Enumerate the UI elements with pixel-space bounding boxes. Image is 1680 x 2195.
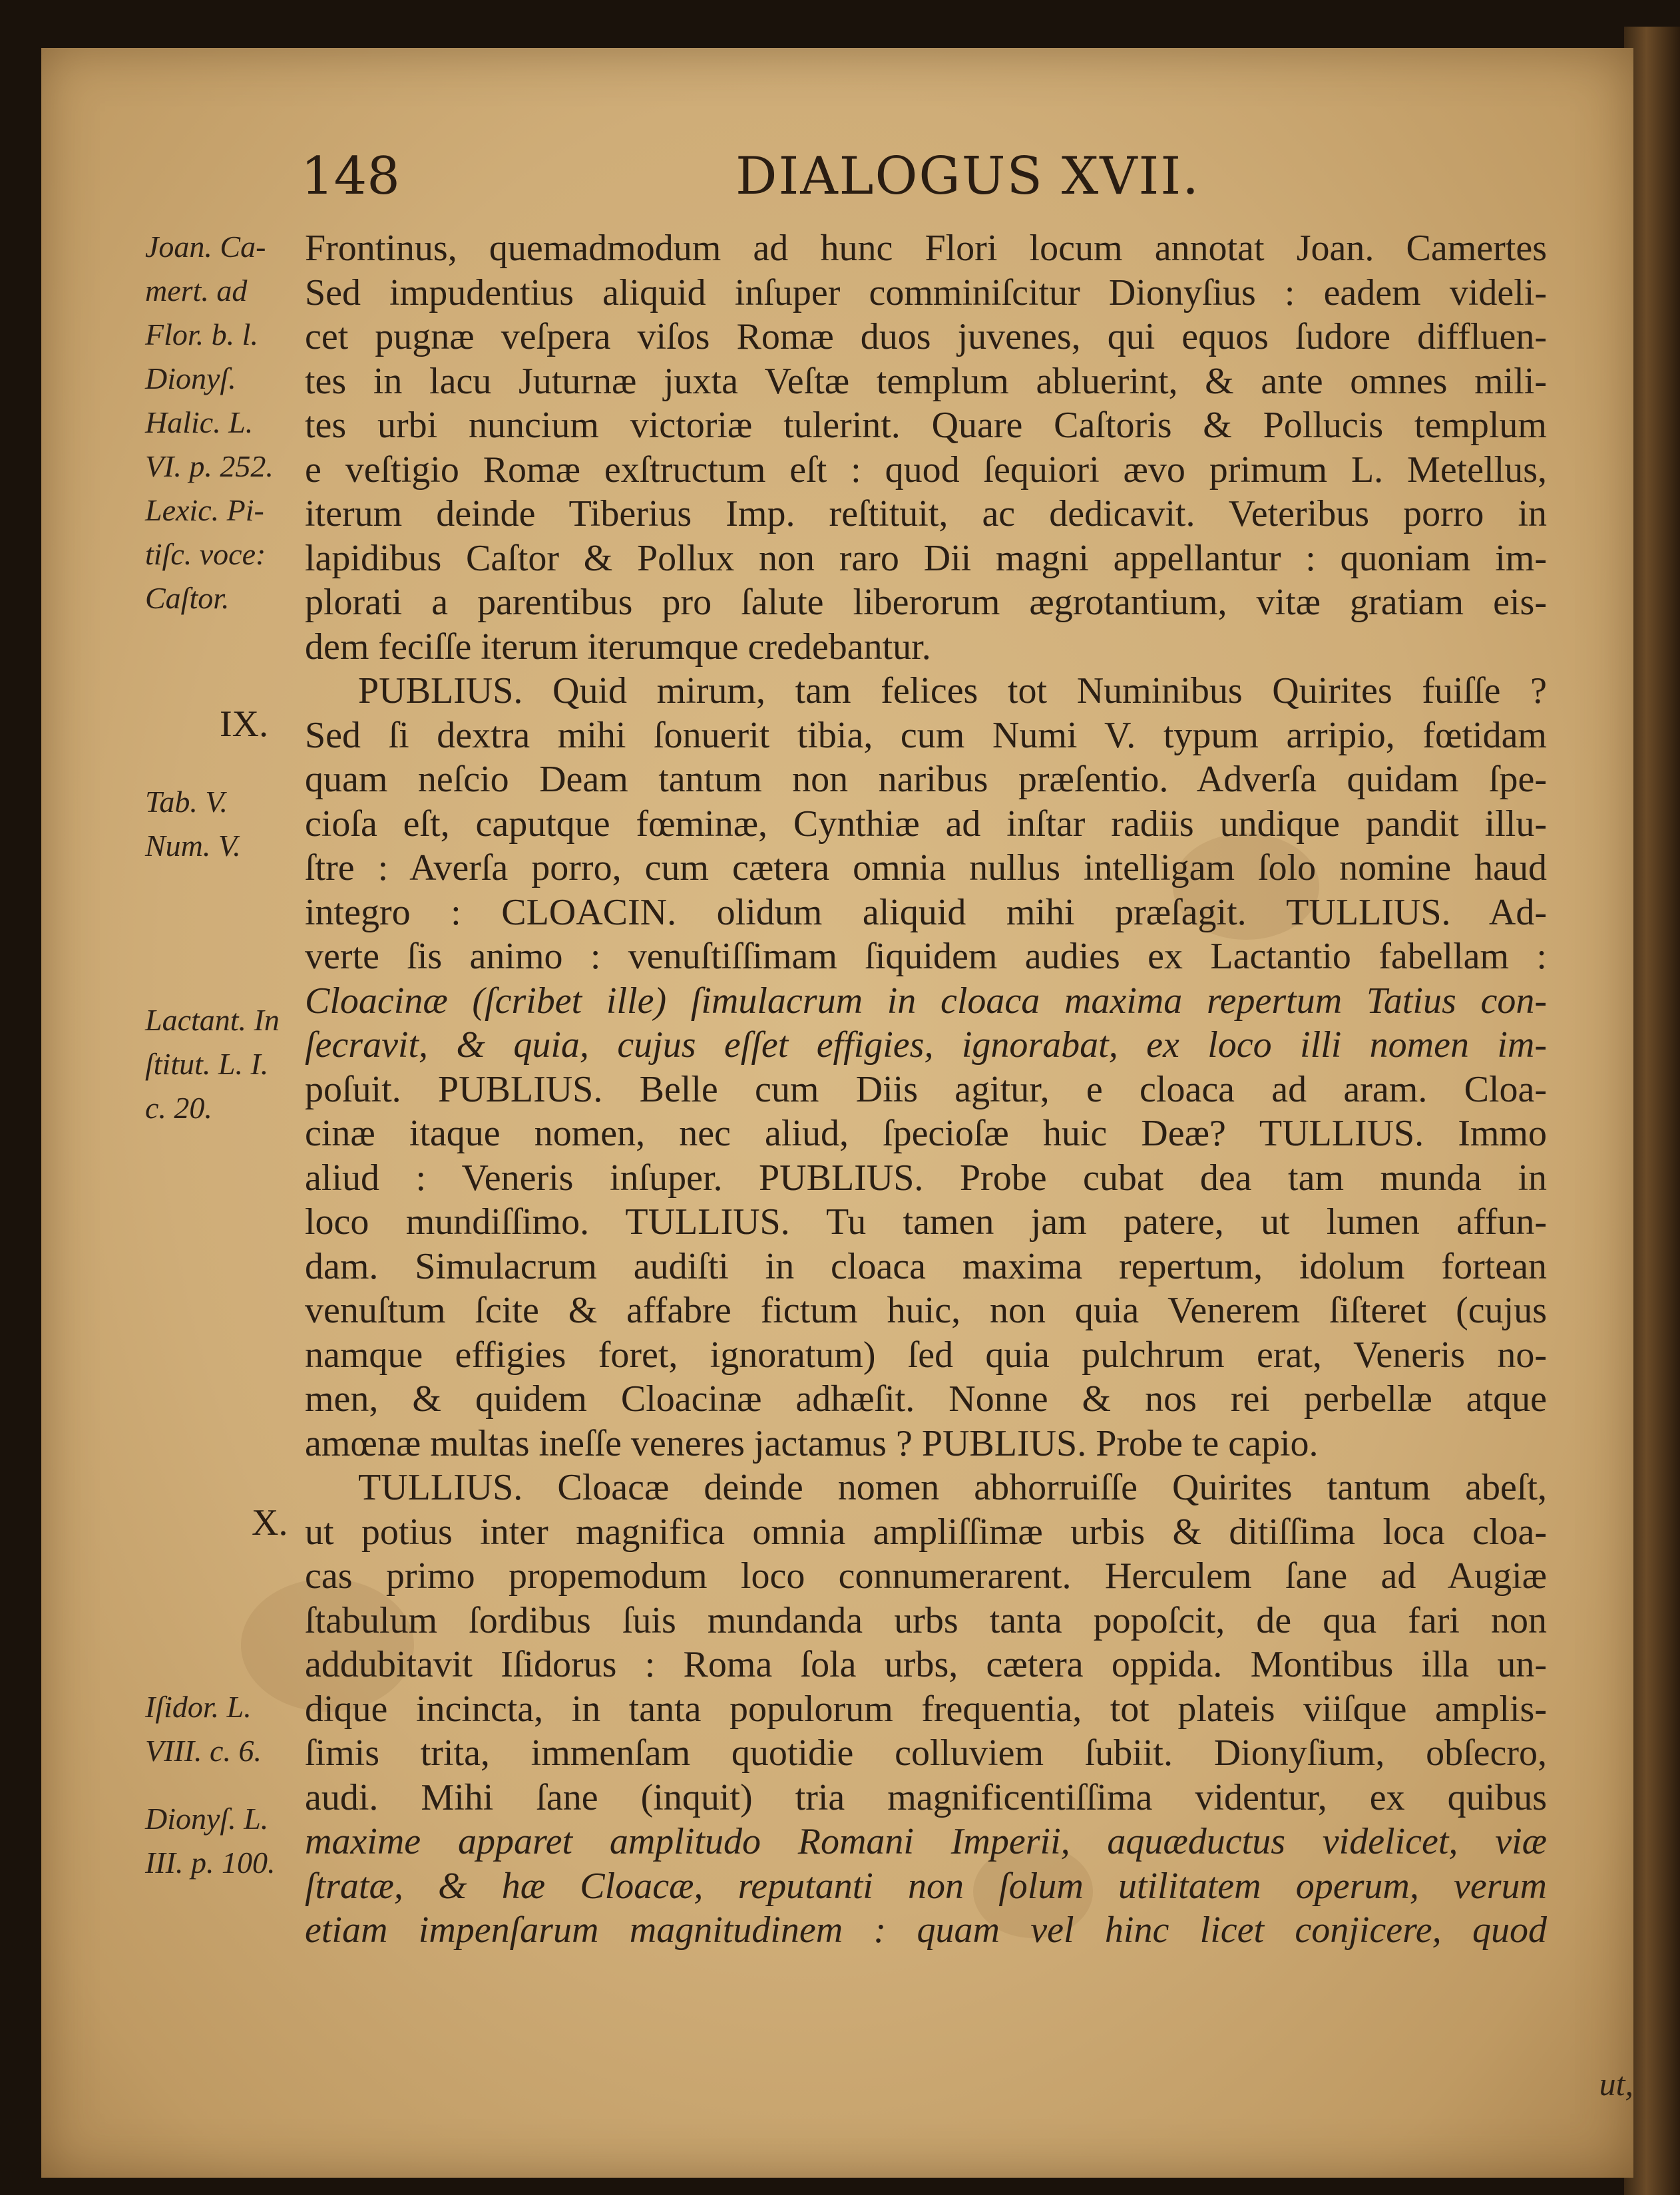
text-line: iterum deinde Tiberius Imp. reſtituit, ac dedicavit. Veteribus porro in [305, 493, 1547, 534]
text-line: integro : CLOACIN. olidum aliquid mihi præſagit. TULLIUS. Ad- [305, 891, 1547, 933]
margin-note-line: mert. ad [145, 274, 248, 307]
margin-note-line: Lexic. Pi- [145, 493, 264, 527]
text-line: addubitavit Iſidorus : Roma ſola urbs, cætera oppida. Montibus illa un- [305, 1644, 1547, 1685]
margin-note-line: Joan. Ca- [145, 230, 266, 264]
text-line: Frontinus, quemadmodum ad hunc Flori locum annotat Joan. Camertes [305, 228, 1547, 269]
page-number: 148 [301, 146, 400, 206]
text-line: dam. Simulacrum audiſti in cloaca maxima repertum, idolum fortean [305, 1245, 1547, 1287]
margin-note-line: Lactant. In [145, 1003, 280, 1037]
margin-note-line: Dionyſ. [145, 361, 236, 395]
running-head: DIALOGUS XVII. [735, 146, 1200, 206]
text-line: ſecravit, & quia, cujus eſſet effigies, ignorabat, ex loco illi nomen im- [305, 1024, 1547, 1066]
margin-note-line: Iſidor. L. [145, 1690, 252, 1724]
text-line: Sed impudentius aliquid inſuper comminiſcitur Dionyſius : eadem videli- [305, 272, 1547, 313]
text-line: ſimis trita, immenſam quotidie colluviem ſubiit. Dionyſium, obſecro, [305, 1732, 1547, 1774]
text-line: cinæ itaque nomen, nec aliud, ſpecioſæ huic Deæ? TULLIUS. Immo [305, 1113, 1547, 1154]
margin-note-line: Tab. V. [145, 785, 228, 819]
section-number: IX. [220, 703, 269, 745]
body-text [305, 226, 1547, 1953]
text-line: Cloacinæ (ſcribet ille) ſimulacrum in cloaca maxima repertum Tatius con- [305, 980, 1547, 1022]
text-line: etiam impenſarum magnitudinem : quam vel hinc licet conjicere, quod [305, 1909, 1547, 1951]
text-line: quam neſcio Deam tantum non naribus præſentio. Adverſa quidam ſpe- [305, 759, 1547, 800]
margin-note-line: VIII. c. 6. [145, 1734, 262, 1768]
text-line: dique incincta, in tanta populorum frequentia, tot plateis viiſque amplis- [305, 1688, 1547, 1730]
margin-note-line: ſtitut. L. I. [145, 1047, 269, 1081]
margin-note-line: VI. p. 252. [145, 449, 274, 483]
text-line: men, & quidem Cloacinæ adhæſit. Nonne & nos rei perbellæ atque [305, 1378, 1547, 1420]
text-line: e veſtigio Romæ exſtructum eſt : quod ſequiori ævo primum L. Metellus, [305, 449, 1547, 491]
text-line: ſtratæ, & hæ Cloacæ, reputanti non ſolum utilitatem operum, verum [305, 1865, 1547, 1907]
text-line: TULLIUS. Cloacæ deinde nomen abhorruiſſe Quirites tantum abeſt, [358, 1467, 1547, 1508]
margin-note-line: tiſc. voce: [145, 537, 266, 571]
text-line: maxime apparet amplitudo Romani Imperii, aquæductus videlicet, viæ [305, 1821, 1547, 1862]
text-line: verte ſis animo : venuſtiſſimam ſiquidem audies ex Lactantio fabellam : [305, 936, 1547, 977]
text-line: ſtabulum ſordibus ſuis mundanda urbs tanta popoſcit, de qua fari non [305, 1599, 1547, 1641]
text-line: ſtre : Averſa porro, cum cætera omnia nullus intelligam ſolo nomine haud [305, 847, 1547, 889]
margin-note-line: Num. V. [145, 829, 241, 863]
margin-note-line: Flor. b. l. [145, 317, 258, 351]
text-line: tes urbi nuncium victoriæ tulerint. Quare Caſtoris & Pollucis templum [305, 405, 1547, 446]
margin-note [145, 998, 312, 1130]
text-line: audi. Mihi ſane (inquit) tria magnificentiſſima videntur, ex quibus [305, 1776, 1547, 1818]
margin-note-line: Halic. L. [145, 405, 254, 439]
margin-note-line: Caſtor. [145, 581, 230, 615]
section-number: X. [252, 1502, 288, 1543]
margin-note-line: c. 20. [145, 1091, 212, 1125]
text-line: dem feciſſe iterum iterumque credebantur. [305, 626, 931, 668]
text-line: Sed ſi dextra mihi ſonuerit tibia, cum Numi V. typum arripio, fœtidam [305, 714, 1547, 756]
text-line: poſuit. PUBLIUS. Belle cum Diis agitur, e cloaca ad aram. Cloa- [305, 1068, 1547, 1110]
text-line: loco mundiſſimo. TULLIUS. Tu tamen jam patere, ut lumen affun- [305, 1201, 1547, 1243]
page-header [0, 100, 1680, 206]
margin-note [145, 1685, 312, 1773]
text-line: ut potius inter magnifica omnia ampliſſimæ urbis & ditiſſima loca cloa- [305, 1511, 1547, 1553]
text-line: lapidibus Caſtor & Pollux non raro Dii magni appellantur : quoniam im- [305, 537, 1547, 579]
margin-note-line: Dionyſ. L. [145, 1802, 269, 1836]
text-line: cioſa eſt, caputque fœminæ, Cynthiæ ad inſtar radiis undique pandit illu- [305, 803, 1547, 845]
text-line: plorati a parentibus pro ſalute liberorum ægrotantium, vitæ gratiam eis- [305, 582, 1547, 623]
margin-note [145, 780, 312, 868]
catchword: ut, [1599, 2065, 1633, 2102]
text-line: cas primo propemodum loco connumerarent. Herculem ſane ad Augiæ [305, 1555, 1547, 1597]
text-line: namque effigies foret, ignoratum) ſed quia pulchrum erat, Veneris no- [305, 1334, 1547, 1376]
text-line: amœnæ multas ineſſe veneres jactamus ? PUBLIUS. Probe te capio. [305, 1422, 1319, 1464]
text-line: aliud : Veneris inſuper. PUBLIUS. Probe cubat dea tam munda in [305, 1157, 1547, 1199]
text-line: cet pugnæ veſpera viſos Romæ duos juvenes, qui equos ſudore diffluen- [305, 316, 1547, 357]
text-line: venuſtum ſcite & affabre fictum huic, non quia Venerem ſiſteret (cujus [305, 1290, 1547, 1331]
text-line: tes in lacu Juturnæ juxta Veſtæ templum abluerint, & ante omnes mili- [305, 360, 1547, 402]
text-line: PUBLIUS. Quid mirum, tam felices tot Numinibus Quirites fuiſſe ? [358, 670, 1547, 711]
margin-note [145, 1797, 312, 1885]
margin-note-line: III. p. 100. [145, 1846, 276, 1880]
margin-note [145, 225, 312, 620]
